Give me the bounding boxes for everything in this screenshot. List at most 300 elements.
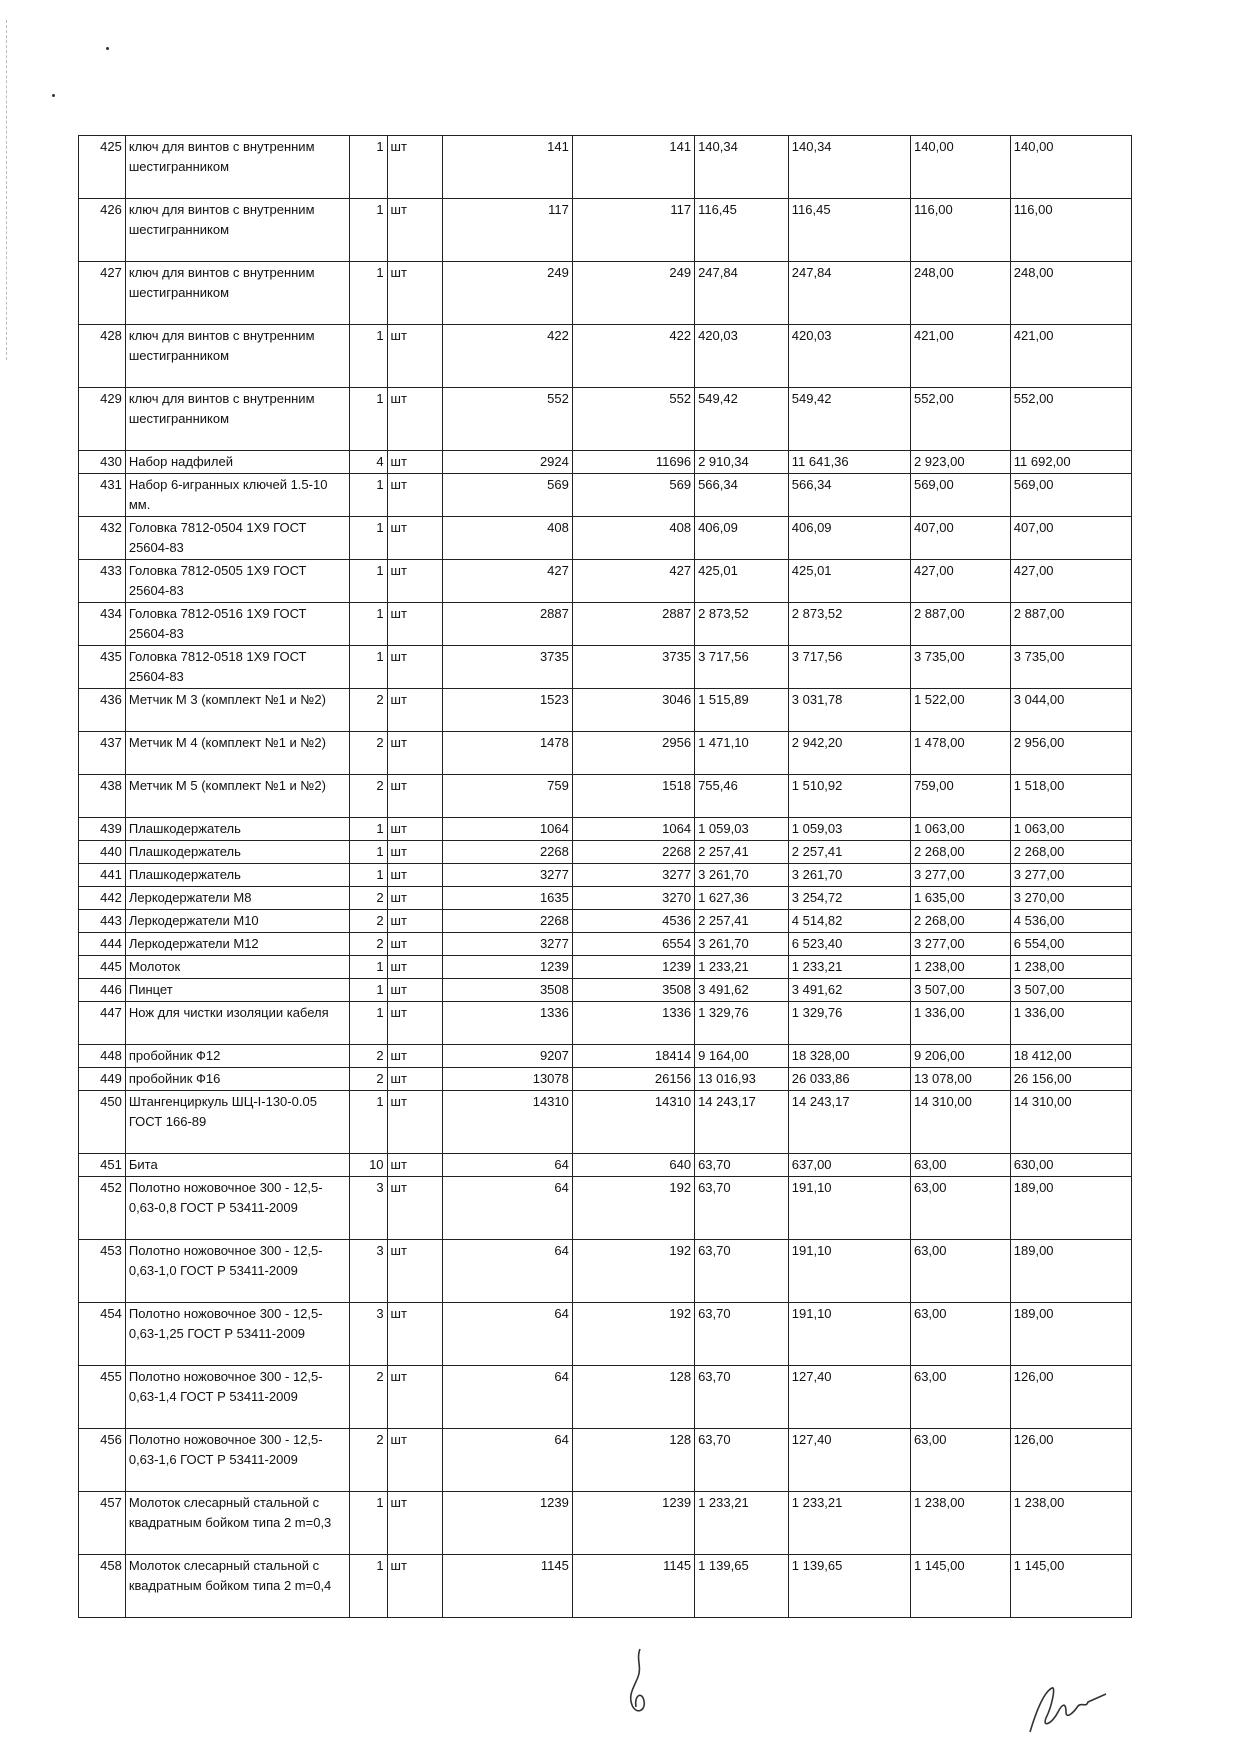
row-number: 432 xyxy=(79,517,126,560)
unit: шт xyxy=(387,775,442,818)
table-row xyxy=(79,1303,1132,1366)
quantity: 1 xyxy=(349,388,387,451)
table-row xyxy=(79,1002,1132,1045)
table-row xyxy=(79,603,1132,646)
item-name: пробойник Ф12 xyxy=(125,1045,349,1068)
unit-price-2: 63,70 xyxy=(695,1429,789,1492)
unit-price-2: 2 910,34 xyxy=(695,451,789,474)
line-total-3: 189,00 xyxy=(1010,1240,1131,1303)
quantity: 2 xyxy=(349,1045,387,1068)
quantity: 2 xyxy=(349,1429,387,1492)
unit: шт xyxy=(387,474,442,517)
unit-price-3: 3 277,00 xyxy=(910,864,1010,887)
unit: шт xyxy=(387,1492,442,1555)
line-total: 640 xyxy=(572,1154,694,1177)
unit: шт xyxy=(387,1177,442,1240)
line-total-2: 4 514,82 xyxy=(788,910,910,933)
table-row xyxy=(79,775,1132,818)
line-total-2: 3 261,70 xyxy=(788,864,910,887)
unit-price: 3277 xyxy=(442,864,572,887)
unit-price-3: 1 238,00 xyxy=(910,1492,1010,1555)
unit-price-3: 1 063,00 xyxy=(910,818,1010,841)
unit-price-2: 2 257,41 xyxy=(695,841,789,864)
unit-price-2: 14 243,17 xyxy=(695,1091,789,1154)
row-number: 443 xyxy=(79,910,126,933)
unit-price-3: 569,00 xyxy=(910,474,1010,517)
line-total-3: 2 268,00 xyxy=(1010,841,1131,864)
line-total-2: 18 328,00 xyxy=(788,1045,910,1068)
unit-price: 249 xyxy=(442,262,572,325)
unit-price-2: 63,70 xyxy=(695,1240,789,1303)
unit-price-3: 427,00 xyxy=(910,560,1010,603)
table-row xyxy=(79,1555,1132,1618)
unit-price-2: 140,34 xyxy=(695,136,789,199)
unit-price: 3735 xyxy=(442,646,572,689)
line-total: 6554 xyxy=(572,933,694,956)
table-row xyxy=(79,979,1132,1002)
table-row xyxy=(79,517,1132,560)
table-row xyxy=(79,956,1132,979)
line-total-3: 3 277,00 xyxy=(1010,864,1131,887)
unit-price-3: 63,00 xyxy=(910,1177,1010,1240)
table-row xyxy=(79,1068,1132,1091)
unit-price-2: 1 233,21 xyxy=(695,1492,789,1555)
unit-price: 117 xyxy=(442,199,572,262)
item-name: Головка 7812-0504 1Х9 ГОСТ 25604-83 xyxy=(125,517,349,560)
unit-price-3: 3 507,00 xyxy=(910,979,1010,1002)
line-total-2: 191,10 xyxy=(788,1240,910,1303)
unit: шт xyxy=(387,979,442,1002)
unit-price-2: 13 016,93 xyxy=(695,1068,789,1091)
unit-price-2: 116,45 xyxy=(695,199,789,262)
item-name: Бита xyxy=(125,1154,349,1177)
row-number: 451 xyxy=(79,1154,126,1177)
unit-price: 1064 xyxy=(442,818,572,841)
line-total-3: 1 518,00 xyxy=(1010,775,1131,818)
item-name: Полотно ножовочное 300 - 12,5- 0,63-1,25 ГОСТ Р 53411-2009 xyxy=(125,1303,349,1366)
table-row xyxy=(79,732,1132,775)
line-total: 427 xyxy=(572,560,694,603)
unit-price-2: 247,84 xyxy=(695,262,789,325)
item-name: Набор 6-игранных ключей 1.5-10 мм. xyxy=(125,474,349,517)
line-total-3: 126,00 xyxy=(1010,1366,1131,1429)
line-total-3: 26 156,00 xyxy=(1010,1068,1131,1091)
unit-price-2: 1 627,36 xyxy=(695,887,789,910)
unit-price: 569 xyxy=(442,474,572,517)
line-total: 1145 xyxy=(572,1555,694,1618)
quantity: 1 xyxy=(349,517,387,560)
quantity: 2 xyxy=(349,732,387,775)
item-name: Леркодержатели М10 xyxy=(125,910,349,933)
line-total-3: 421,00 xyxy=(1010,325,1131,388)
row-number: 431 xyxy=(79,474,126,517)
unit-price: 422 xyxy=(442,325,572,388)
item-name: Полотно ножовочное 300 - 12,5- 0,63-1,4 ГОСТ Р 53411-2009 xyxy=(125,1366,349,1429)
quantity: 1 xyxy=(349,1492,387,1555)
unit-price-3: 1 635,00 xyxy=(910,887,1010,910)
table-row xyxy=(79,689,1132,732)
table-row xyxy=(79,451,1132,474)
item-name: Головка 7812-0505 1Х9 ГОСТ 25604-83 xyxy=(125,560,349,603)
line-total-2: 127,40 xyxy=(788,1429,910,1492)
quantity: 1 xyxy=(349,841,387,864)
unit-price: 1239 xyxy=(442,1492,572,1555)
row-number: 445 xyxy=(79,956,126,979)
item-name: Метчик М 5 (комплект №1 и №2) xyxy=(125,775,349,818)
line-total-2: 11 641,36 xyxy=(788,451,910,474)
line-total: 1064 xyxy=(572,818,694,841)
line-total: 1518 xyxy=(572,775,694,818)
line-total: 2887 xyxy=(572,603,694,646)
line-total: 2268 xyxy=(572,841,694,864)
unit: шт xyxy=(387,136,442,199)
line-total-3: 3 044,00 xyxy=(1010,689,1131,732)
item-name: Полотно ножовочное 300 - 12,5- 0,63-1,0 ГОСТ Р 53411-2009 xyxy=(125,1240,349,1303)
unit: шт xyxy=(387,910,442,933)
line-total-3: 189,00 xyxy=(1010,1303,1131,1366)
unit-price-2: 549,42 xyxy=(695,388,789,451)
unit-price: 14310 xyxy=(442,1091,572,1154)
item-name: ключ для винтов с внутренним шестигранником xyxy=(125,136,349,199)
unit-price: 64 xyxy=(442,1177,572,1240)
line-total: 3270 xyxy=(572,887,694,910)
line-total: 141 xyxy=(572,136,694,199)
unit: шт xyxy=(387,956,442,979)
line-total: 11696 xyxy=(572,451,694,474)
line-total: 3508 xyxy=(572,979,694,1002)
line-total-2: 3 717,56 xyxy=(788,646,910,689)
unit: шт xyxy=(387,1303,442,1366)
unit: шт xyxy=(387,1091,442,1154)
row-number: 425 xyxy=(79,136,126,199)
table-row xyxy=(79,1154,1132,1177)
quantity: 1 xyxy=(349,474,387,517)
item-name: ключ для винтов с внутренним шестигранником xyxy=(125,262,349,325)
item-name: Нож для чистки изоляции кабеля xyxy=(125,1002,349,1045)
table-row xyxy=(79,887,1132,910)
table-row xyxy=(79,933,1132,956)
line-total-2: 14 243,17 xyxy=(788,1091,910,1154)
line-total: 18414 xyxy=(572,1045,694,1068)
unit-price-2: 1 139,65 xyxy=(695,1555,789,1618)
line-total-3: 1 238,00 xyxy=(1010,956,1131,979)
line-total: 26156 xyxy=(572,1068,694,1091)
quantity: 1 xyxy=(349,818,387,841)
line-total: 1336 xyxy=(572,1002,694,1045)
table-body xyxy=(79,136,1132,1618)
unit-price: 13078 xyxy=(442,1068,572,1091)
quantity: 2 xyxy=(349,910,387,933)
scan-edge-mark xyxy=(6,20,8,360)
unit-price: 64 xyxy=(442,1303,572,1366)
unit-price: 2924 xyxy=(442,451,572,474)
unit-price-2: 1 471,10 xyxy=(695,732,789,775)
unit-price: 64 xyxy=(442,1366,572,1429)
unit: шт xyxy=(387,864,442,887)
quantity: 1 xyxy=(349,1091,387,1154)
line-total: 14310 xyxy=(572,1091,694,1154)
unit-price-3: 1 145,00 xyxy=(910,1555,1010,1618)
quantity: 1 xyxy=(349,199,387,262)
quantity: 1 xyxy=(349,325,387,388)
unit-price-3: 1 478,00 xyxy=(910,732,1010,775)
unit-price-3: 2 268,00 xyxy=(910,841,1010,864)
row-number: 426 xyxy=(79,199,126,262)
quantity: 2 xyxy=(349,1366,387,1429)
row-number: 444 xyxy=(79,933,126,956)
unit-price: 64 xyxy=(442,1429,572,1492)
line-total-3: 2 887,00 xyxy=(1010,603,1131,646)
row-number: 441 xyxy=(79,864,126,887)
scan-speck xyxy=(52,94,55,97)
item-name: Набор надфилей xyxy=(125,451,349,474)
line-total-3: 4 536,00 xyxy=(1010,910,1131,933)
row-number: 454 xyxy=(79,1303,126,1366)
line-total-3: 569,00 xyxy=(1010,474,1131,517)
item-name: Леркодержатели М12 xyxy=(125,933,349,956)
unit-price-2: 406,09 xyxy=(695,517,789,560)
row-number: 436 xyxy=(79,689,126,732)
line-total: 552 xyxy=(572,388,694,451)
unit-price: 1336 xyxy=(442,1002,572,1045)
line-total: 1239 xyxy=(572,956,694,979)
unit-price-3: 1 522,00 xyxy=(910,689,1010,732)
unit-price-2: 1 233,21 xyxy=(695,956,789,979)
quantity: 1 xyxy=(349,979,387,1002)
quantity: 3 xyxy=(349,1177,387,1240)
line-total: 1239 xyxy=(572,1492,694,1555)
unit: шт xyxy=(387,1240,442,1303)
line-total-2: 637,00 xyxy=(788,1154,910,1177)
unit-price: 3277 xyxy=(442,933,572,956)
table-row xyxy=(79,646,1132,689)
line-total: 569 xyxy=(572,474,694,517)
quantity: 2 xyxy=(349,933,387,956)
line-total-2: 406,09 xyxy=(788,517,910,560)
table-row xyxy=(79,1492,1132,1555)
row-number: 455 xyxy=(79,1366,126,1429)
unit-price: 427 xyxy=(442,560,572,603)
row-number: 433 xyxy=(79,560,126,603)
unit-price: 2268 xyxy=(442,910,572,933)
line-total: 192 xyxy=(572,1177,694,1240)
quantity: 1 xyxy=(349,136,387,199)
line-total-2: 127,40 xyxy=(788,1366,910,1429)
table-row xyxy=(79,388,1132,451)
line-total-3: 3 270,00 xyxy=(1010,887,1131,910)
line-total-2: 2 942,20 xyxy=(788,732,910,775)
row-number: 447 xyxy=(79,1002,126,1045)
item-name: Плашкодержатель xyxy=(125,818,349,841)
unit: шт xyxy=(387,732,442,775)
quantity: 2 xyxy=(349,887,387,910)
line-total-2: 1 139,65 xyxy=(788,1555,910,1618)
line-total-2: 1 329,76 xyxy=(788,1002,910,1045)
unit: шт xyxy=(387,1002,442,1045)
unit-price-3: 407,00 xyxy=(910,517,1010,560)
line-total-3: 427,00 xyxy=(1010,560,1131,603)
unit-price: 9207 xyxy=(442,1045,572,1068)
line-total-3: 248,00 xyxy=(1010,262,1131,325)
unit-price-3: 14 310,00 xyxy=(910,1091,1010,1154)
line-total-3: 630,00 xyxy=(1010,1154,1131,1177)
item-name: Полотно ножовочное 300 - 12,5- 0,63-0,8 ГОСТ Р 53411-2009 xyxy=(125,1177,349,1240)
unit-price-3: 63,00 xyxy=(910,1240,1010,1303)
quantity: 2 xyxy=(349,1068,387,1091)
table-row xyxy=(79,560,1132,603)
line-total-3: 126,00 xyxy=(1010,1429,1131,1492)
table-row xyxy=(79,910,1132,933)
unit: шт xyxy=(387,1555,442,1618)
line-total: 249 xyxy=(572,262,694,325)
unit-price-2: 3 261,70 xyxy=(695,864,789,887)
table-row xyxy=(79,1177,1132,1240)
table-row xyxy=(79,818,1132,841)
unit: шт xyxy=(387,1429,442,1492)
row-number: 427 xyxy=(79,262,126,325)
unit-price-2: 1 329,76 xyxy=(695,1002,789,1045)
quantity: 2 xyxy=(349,775,387,818)
quantity: 10 xyxy=(349,1154,387,1177)
quantity: 1 xyxy=(349,1002,387,1045)
unit: шт xyxy=(387,933,442,956)
item-name: ключ для винтов с внутренним шестигранником xyxy=(125,325,349,388)
unit-price-2: 420,03 xyxy=(695,325,789,388)
line-total: 422 xyxy=(572,325,694,388)
row-number: 458 xyxy=(79,1555,126,1618)
item-name: Плашкодержатель xyxy=(125,841,349,864)
unit-price-3: 421,00 xyxy=(910,325,1010,388)
unit-price: 1478 xyxy=(442,732,572,775)
unit: шт xyxy=(387,887,442,910)
line-total-3: 1 238,00 xyxy=(1010,1492,1131,1555)
row-number: 456 xyxy=(79,1429,126,1492)
line-total: 192 xyxy=(572,1240,694,1303)
unit: шт xyxy=(387,841,442,864)
unit-price: 408 xyxy=(442,517,572,560)
unit-price-3: 3 277,00 xyxy=(910,933,1010,956)
unit: шт xyxy=(387,603,442,646)
unit: шт xyxy=(387,388,442,451)
unit: шт xyxy=(387,262,442,325)
line-total: 2956 xyxy=(572,732,694,775)
unit-price-3: 116,00 xyxy=(910,199,1010,262)
unit-price-3: 248,00 xyxy=(910,262,1010,325)
quantity: 3 xyxy=(349,1240,387,1303)
unit-price-3: 2 268,00 xyxy=(910,910,1010,933)
unit-price-2: 3 491,62 xyxy=(695,979,789,1002)
line-total-3: 1 336,00 xyxy=(1010,1002,1131,1045)
line-total-2: 191,10 xyxy=(788,1177,910,1240)
unit: шт xyxy=(387,325,442,388)
unit: шт xyxy=(387,560,442,603)
row-number: 450 xyxy=(79,1091,126,1154)
quantity: 1 xyxy=(349,646,387,689)
row-number: 434 xyxy=(79,603,126,646)
row-number: 446 xyxy=(79,979,126,1002)
unit-price: 759 xyxy=(442,775,572,818)
unit-price: 1635 xyxy=(442,887,572,910)
line-total-3: 552,00 xyxy=(1010,388,1131,451)
unit-price-3: 2 923,00 xyxy=(910,451,1010,474)
table-row xyxy=(79,1429,1132,1492)
unit: шт xyxy=(387,199,442,262)
line-total: 3046 xyxy=(572,689,694,732)
table-row xyxy=(79,864,1132,887)
line-total: 3277 xyxy=(572,864,694,887)
unit: шт xyxy=(387,1154,442,1177)
unit-price-2: 63,70 xyxy=(695,1177,789,1240)
line-total: 408 xyxy=(572,517,694,560)
item-name: ключ для винтов с внутренним шестигранником xyxy=(125,388,349,451)
table-row xyxy=(79,1045,1132,1068)
line-total-2: 1 510,92 xyxy=(788,775,910,818)
line-total-2: 247,84 xyxy=(788,262,910,325)
line-total-2: 566,34 xyxy=(788,474,910,517)
unit-price-2: 2 873,52 xyxy=(695,603,789,646)
row-number: 437 xyxy=(79,732,126,775)
unit: шт xyxy=(387,689,442,732)
item-name: пробойник Ф16 xyxy=(125,1068,349,1091)
quantity: 1 xyxy=(349,864,387,887)
unit: шт xyxy=(387,1045,442,1068)
unit-price-3: 2 887,00 xyxy=(910,603,1010,646)
row-number: 429 xyxy=(79,388,126,451)
line-total-2: 1 059,03 xyxy=(788,818,910,841)
line-total: 117 xyxy=(572,199,694,262)
table-row xyxy=(79,199,1132,262)
row-number: 435 xyxy=(79,646,126,689)
line-total-3: 116,00 xyxy=(1010,199,1131,262)
row-number: 452 xyxy=(79,1177,126,1240)
item-name: Молоток слесарный стальной с квадратным бойком типа 2 m=0,4 xyxy=(125,1555,349,1618)
unit-price: 1145 xyxy=(442,1555,572,1618)
table-row xyxy=(79,1091,1132,1154)
quantity: 1 xyxy=(349,560,387,603)
unit-price-3: 140,00 xyxy=(910,136,1010,199)
unit-price: 64 xyxy=(442,1240,572,1303)
line-total: 128 xyxy=(572,1429,694,1492)
unit-price-3: 759,00 xyxy=(910,775,1010,818)
quantity: 1 xyxy=(349,956,387,979)
unit-price-3: 1 336,00 xyxy=(910,1002,1010,1045)
item-name: Метчик М 3 (комплект №1 и №2) xyxy=(125,689,349,732)
unit-price-2: 63,70 xyxy=(695,1366,789,1429)
line-total-3: 18 412,00 xyxy=(1010,1045,1131,1068)
unit-price-3: 63,00 xyxy=(910,1154,1010,1177)
table-row xyxy=(79,325,1132,388)
row-number: 453 xyxy=(79,1240,126,1303)
line-total: 4536 xyxy=(572,910,694,933)
item-name: Головка 7812-0518 1Х9 ГОСТ 25604-83 xyxy=(125,646,349,689)
table-row xyxy=(79,136,1132,199)
unit-price: 1523 xyxy=(442,689,572,732)
line-total-3: 407,00 xyxy=(1010,517,1131,560)
unit-price: 2268 xyxy=(442,841,572,864)
item-name: Молоток слесарный стальной с квадратным бойком типа 2 m=0,3 xyxy=(125,1492,349,1555)
row-number: 439 xyxy=(79,818,126,841)
unit-price-3: 3 735,00 xyxy=(910,646,1010,689)
table-row xyxy=(79,474,1132,517)
scan-speck xyxy=(106,47,109,50)
row-number: 449 xyxy=(79,1068,126,1091)
unit-price: 64 xyxy=(442,1154,572,1177)
quantity: 4 xyxy=(349,451,387,474)
item-name: Плашкодержатель xyxy=(125,864,349,887)
table-row xyxy=(79,841,1132,864)
unit-price-2: 2 257,41 xyxy=(695,910,789,933)
line-total-2: 3 254,72 xyxy=(788,887,910,910)
